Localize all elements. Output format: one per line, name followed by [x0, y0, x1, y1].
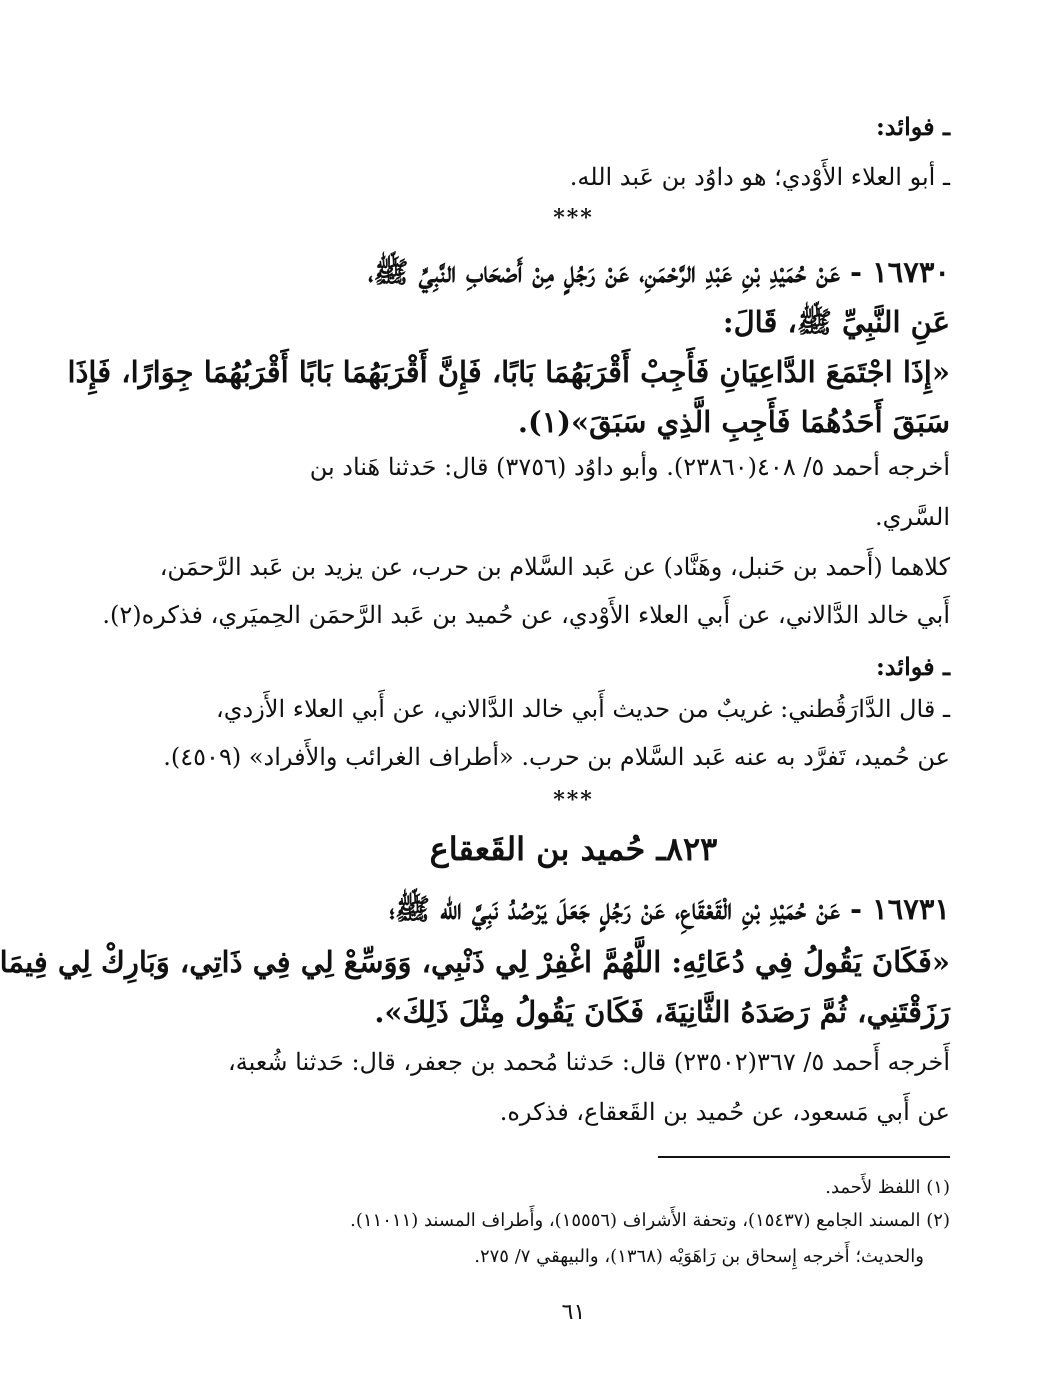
heading-small-line: ـ فوائد: [875, 652, 950, 681]
heading-small-line: ـ فوائد: [875, 112, 950, 141]
footnote: والحديث؛ أَخرجه إِسحاق بن رَاهَوَيْه (١٣٦٨)، والبيهقي ٧/ ٢٧٥. [474, 1246, 924, 1267]
body-line: عن حُميد، تَفرَّد به عنه عَبد السَّلام بن حرب. «أطراف الغرائب والأَفراد» (٤٥٠٩). [163, 743, 950, 771]
section-title-line: ٨٢٣ـ حُميد بن القَعقاع [429, 830, 718, 868]
footnote: (٢) المسند الجامع (١٥٤٣٧)، وتحفة الأَشراف (١٥٥٥٦)، وأَطراف المسند (١١٠١١). [350, 1210, 950, 1231]
body-line: السَّري. [874, 503, 950, 531]
big-line: «فَكَانَ يَقُولُ فِي دُعَائِهِ: اللَّهُمَّ اغْفِرْ لِي ذَنْبِي، وَوَسِّعْ لِي فِي ذَاتِي، وَبَارِكْ لِي فِيمَا [0, 945, 950, 979]
big-line: ١٦٧٣١ - عَنْ حُمَيْدِ بْنِ الْقَعْقَاعِ، عَنْ رَجُلٍ جَعَلَ يَرْصُدُ نَبِيَّ الله ﷺ؛ [389, 892, 950, 926]
big-line: رَزَقْتَنِي، ثُمَّ رَصَدَهُ الثَّانِيَةَ، فَكَانَ يَقُولُ مِثْلَ ذَلِكَ». [374, 995, 950, 1029]
big-line: سَبَقَ أَحَدُهُمَا فَأَجِبِ الَّذِي سَبَقَ»(١). [517, 405, 950, 439]
body-line: كلاهما (أَحمد بن حَنبل، وهَنَّاد) عن عَبد السَّلام بن حرب، عن يزيد بن عَبد الرَّحمَن، [159, 553, 950, 581]
footnote-divider [658, 1156, 950, 1158]
body-line: أَخرجه أَحمد ٥/ ٣٦٧(٢٣٥٠٢) قال: حَدثنا مُحمد بن جعفر، قال: حَدثنا شُعبة، [228, 1048, 950, 1076]
footnote: (١) اللفظ لأَحمد. [825, 1177, 950, 1198]
big-line: عَنِ النَّبِيِّ ﷺ، قَالَ: [722, 305, 950, 339]
body-line: ـ أبو العلاء الأَوْدي؛ هو داوُد بن عَبد الله. [569, 163, 950, 191]
stars-line: *** [553, 787, 594, 813]
stars-line: *** [553, 205, 594, 231]
big-line: «إِذَا اجْتَمَعَ الدَّاعِيَانِ فَأَجِبْ أَقْرَبَهُمَا بَابًا، فَإِنَّ أَقْرَبَهُمَا بَابًا أَقْرَبُهُمَا جِوَارًا، فَإِذَا [67, 355, 950, 389]
body-line: عن أَبي مَسعود، عن حُميد بن القَعقاع، فذكره. [499, 1098, 950, 1126]
body-line: أخرجه أحمد ٥/ ٤٠٨(٢٣٨٦٠). وأبو داوُد (٣٧٥٦) قال: حَدثنا هَناد بن [309, 453, 950, 481]
body-line: أَبي خالد الدَّالاني، عن أَبي العلاء الأَوْدي، عن حُميد بن عَبد الرَّحمَن الحِميَري، فذكره(٢). [102, 601, 950, 629]
body-line: ـ قال الدَّارَقُطني: غريبٌ من حديث أَبي خالد الدَّالاني، عن أَبي العلاء الأَزدي، [215, 695, 950, 723]
page-number: ٦١ [561, 1300, 586, 1325]
big-line: ١٦٧٣٠ - عَنْ حُمَيْدِ بْنِ عَبْدِ الرَّحْمَنِ، عَنْ رَجُلٍ مِنْ أَصْحَابِ النَّبِيِّ ﷺ، [367, 255, 950, 289]
